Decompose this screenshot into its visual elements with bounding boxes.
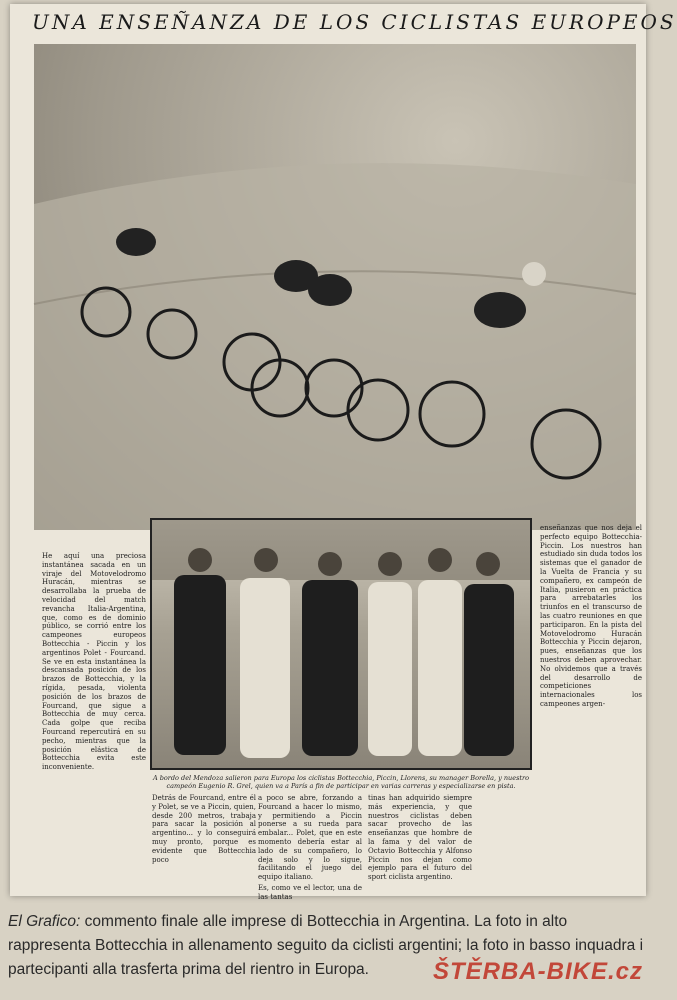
caption-text: commento finale alle imprese di Bottecchia in Argentina. La foto in alto rappresenta Bottecchia in allenamento seguito da ciclisti argentini; la foto in basso inquadra i partecipanti alla trasferta prima del rientro in Europa. xyxy=(8,913,644,978)
group-portrait-photo xyxy=(150,518,532,770)
article-column-bottom-2 xyxy=(258,794,362,901)
article-column-right xyxy=(540,524,642,844)
sterba-bike-watermark: ŠTĚRBA-BIKE.cz xyxy=(432,958,643,985)
group-illustration xyxy=(152,520,530,768)
article-paragraph: enseñanzas que nos deja el perfecto equipo Bottecchia-Piccin. Los nuestros han estudiado sin duda todos los sistemas que el ganador de la Vuelta de Francia y su compañero, ex campeón de Italia, pusieron en práctica para arrebatarles los triunfos en el transcurso de las cuatro reuniones en que participaron. En la pista del Motovelodromo Huracán Bottecchia y Piccin dejaron, pues, enseñanzas que los nuestros deben aprovechar. No olvidemos que a través del desarrollo de competiciones internacionales los campeones argen- xyxy=(540,524,642,708)
cyclists-illustration xyxy=(34,44,636,530)
caption-lead: El Grafico: xyxy=(8,913,81,930)
article-column-left xyxy=(42,552,146,836)
article-column-bottom-1 xyxy=(152,794,256,878)
article-paragraph: Es, como ve el lector, una de las tantas xyxy=(258,883,362,901)
article-paragraph: Detrás de Fourcand, entre él y Polet, se ve a Piccin, quien, desde 200 metros, trabaja para sacar la posición al argentino... y lo conseguirá muy pronto, porque es evidente que Bottecchia poco xyxy=(152,794,256,864)
article-paragraph: tinas han adquirido siempre más experiencia, y que nuestros ciclistas deben sacar provecho de las enseñanzas que hombre de la fama y del valor de Octavio Bottecchia y Alfonso Piccin nos dejan como ejemplo para el futuro del sport ciclista argentino. xyxy=(368,794,472,882)
article-paragraph: a poco se abre, forzando a Fourcand a hacer lo mismo, y permitiendo a Piccin ponerse a su rueda para embalar... Polet, que en este momento debería estar al lado de su compañero, lo deja solo y lo sigue, facilitando el juego del equipo italiano. xyxy=(258,794,362,882)
cyclists-track-photo xyxy=(34,44,636,530)
page-headline: UNA ENSEÑANZA DE LOS CICLISTAS EUROPEOS xyxy=(32,10,677,34)
photo-caption: A bordo del Mendoza salieron para Europa los ciclistas Bottecchia, Piccin, Llorens, su manager Borella, y nuestro campeón Eugenio R. Grel, quien va a París a fin de participar en varias carreras y especializarse en pista. xyxy=(152,774,530,790)
article-paragraph: He aquí una preciosa instantánea sacada en un viraje del Motovelodromo Huracán, mientras se desarrollaba la prueba de velocidad del match revancha Italia-Argentina, que, como es de dominio público, se corrió entre los campeones europeos Bottecchia - Piccin y los argentinos Polet - Fourcand. Se ve en esta instantánea la descansada posición de los brazos de Bottecchia, y la rígida, pesada, violenta posición de los brazos de Fourcand, que sigue a Bottecchia de muy cerca. Cada golpe que reciba Fourcand repercutirá en su pecho, mientras que la posición elástica de Bottecchia evita este inconveniente. xyxy=(42,552,146,772)
newspaper-page xyxy=(10,4,677,901)
article-column-bottom-3 xyxy=(368,794,472,882)
